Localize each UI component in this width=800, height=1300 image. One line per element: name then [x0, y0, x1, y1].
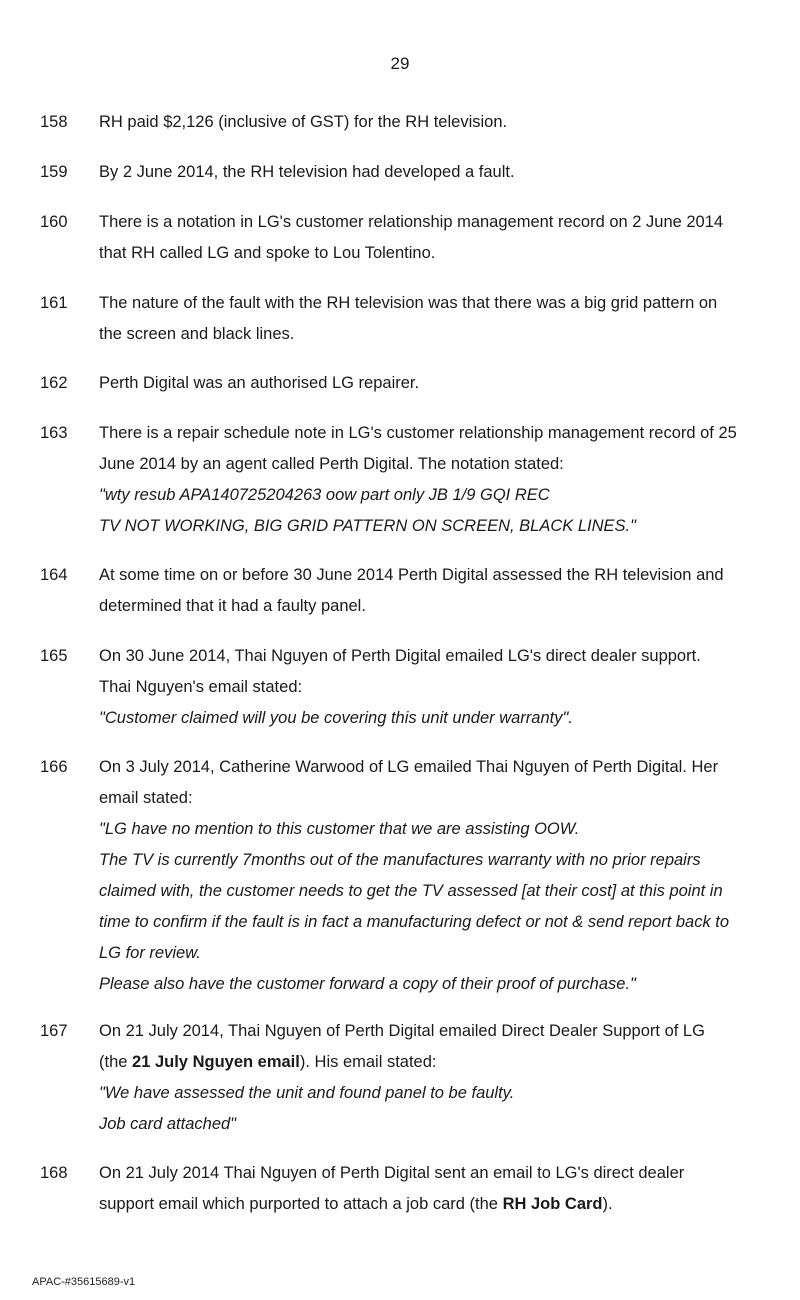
text-line: There is a repair schedule note in LG's customer relationship management record of 25 [99, 424, 737, 442]
text-segment: ). [602, 1195, 613, 1213]
quote-line: Job card attached" [99, 1115, 237, 1133]
quote-line: "wty resub APA140725204263 oow part only JB 1/9 GQI REC [99, 486, 550, 504]
text-line: that RH called LG and spoke to Lou Tolentino. [99, 244, 436, 262]
defined-term: RH Job Card [502, 1195, 603, 1213]
paragraph-text [99, 368, 789, 399]
text-segment: ). His email stated: [299, 1053, 437, 1071]
text-line: On 3 July 2014, Catherine Warwood of LG emailed Thai Nguyen of Perth Digital. Her [99, 758, 719, 776]
text-line: Perth Digital was an authorised LG repairer. [99, 374, 420, 392]
text-line: June 2014 by an agent called Perth Digital. The notation stated: [99, 455, 564, 473]
paragraph-number: 163 [40, 424, 68, 442]
quote-line: "Customer claimed will you be covering this unit under warranty". [99, 709, 573, 727]
text-line: By 2 June 2014, the RH television had developed a fault. [99, 163, 515, 181]
text-line: Thai Nguyen's email stated: [99, 678, 303, 696]
paragraph-text [99, 107, 789, 138]
paragraph-number: 162 [40, 374, 68, 392]
page-number: 29 [390, 54, 410, 73]
quote-line: time to confirm if the fault is in fact a manufacturing defect or not & send report back to [99, 913, 730, 931]
paragraph-text [99, 288, 789, 350]
quote-line: claimed with, the customer needs to get the TV assessed [at their cost] at this point in [99, 882, 723, 900]
paragraph-number: 167 [40, 1022, 68, 1040]
text-line: On 21 July 2014, Thai Nguyen of Perth Digital emailed Direct Dealer Support of LG [99, 1022, 705, 1040]
quote-line: The TV is currently 7months out of the manufactures warranty with no prior repairs [99, 851, 701, 869]
quote-line: TV NOT WORKING, BIG GRID PATTERN ON SCREEN, BLACK LINES." [99, 517, 636, 535]
paragraph-number: 168 [40, 1164, 68, 1182]
text-line: On 30 June 2014, Thai Nguyen of Perth Digital emailed LG's direct dealer support. [99, 647, 701, 665]
paragraph-number: 164 [40, 566, 68, 584]
paragraph-number: 161 [40, 294, 68, 312]
quote-line: Please also have the customer forward a copy of their proof of purchase." [99, 975, 636, 993]
text-line: determined that it had a faulty panel. [99, 597, 366, 615]
quote-line: LG for review. [99, 944, 201, 962]
paragraph-text [99, 752, 789, 1000]
paragraph-number: 160 [40, 213, 68, 231]
paragraph-number: 159 [40, 163, 68, 181]
paragraph-text [99, 418, 789, 542]
text-line: The nature of the fault with the RH television was that there was a big grid pattern on [99, 294, 718, 312]
text-segment: (the [99, 1053, 133, 1071]
text-line: At some time on or before 30 June 2014 Perth Digital assessed the RH television and [99, 566, 724, 584]
paragraph-text [99, 560, 789, 622]
text-line: RH paid $2,126 (inclusive of GST) for the RH television. [99, 113, 508, 131]
defined-term: 21 July Nguyen email [132, 1053, 300, 1071]
text-segment: support email which purported to attach a job card (the [99, 1195, 503, 1213]
text-line [99, 1189, 789, 1220]
text-line: email stated: [99, 789, 193, 807]
text-line: On 21 July 2014 Thai Nguyen of Perth Digital sent an email to LG's direct dealer [99, 1164, 685, 1182]
quote-line: "LG have no mention to this customer that we are assisting OOW. [99, 820, 580, 838]
text-line: There is a notation in LG's customer relationship management record on 2 June 2014 [99, 213, 724, 231]
paragraph-text [99, 207, 789, 269]
text-line: the screen and black lines. [99, 325, 295, 343]
paragraph-text [99, 641, 789, 734]
paragraph-text [99, 1158, 789, 1220]
paragraph-text [99, 1016, 789, 1140]
document-reference-footer: APAC-#35615689-v1 [32, 1276, 136, 1288]
paragraph-number: 165 [40, 647, 68, 665]
paragraph-text [99, 157, 789, 188]
paragraph-number: 158 [40, 113, 68, 131]
text-line [99, 1047, 789, 1078]
paragraph-number: 166 [40, 758, 68, 776]
quote-line: "We have assessed the unit and found panel to be faulty. [99, 1084, 515, 1102]
